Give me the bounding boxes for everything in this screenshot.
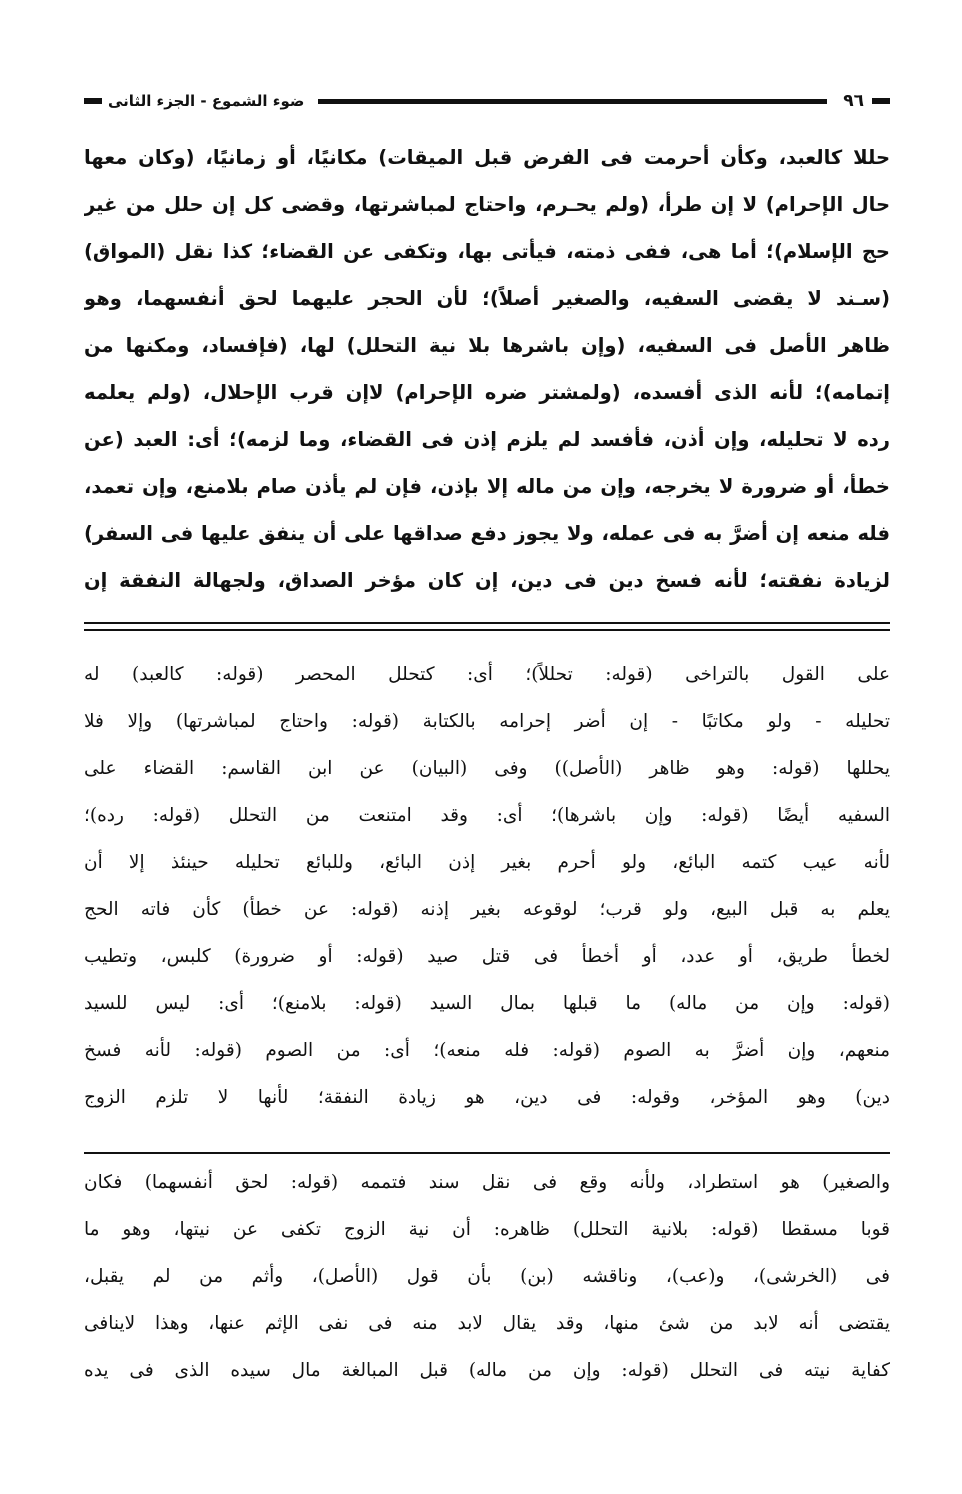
commentary-line: دين) وهو المؤخر، وقوله: فى دين، هو زيادة النفقة؛ لأنها لا تلزم الزوج [84,1087,890,1108]
commentary-line: لأنه عيب كتمه البائع، ولو أحرم بغير إذن البائع، وللبائع تحليله حينئذ إلا أن [84,852,890,873]
main-line: (سـند لا يقضى السفيه، والصغير أصلاً)؛ لأن الحجر عليهما لحق أنفسهما، وهو [84,287,890,310]
footnote-line: قوبا مسقطا (قوله: بلانية التحلل) ظاهره: أن نية الزوج تكفى عن نيتها، وهو ما [84,1219,890,1240]
commentary-line: السفيه أيضًا (قوله: وإن باشرها)؛ أى: وقد امتنعت من التحلل (قوله: رده)؛ [84,805,890,826]
header-rule [318,99,827,104]
commentary-line: لخطأ طريق، أو عدد، أو أخطأ فى قتل صيد (قوله: أو ضرورة) كلبس، وتطيب [84,946,890,967]
header-ornament-left [84,98,102,104]
footnote-line: فى (الخرشى)، و(عب)، وناقشه (بن) بأن قول (الأصل)، وأثم من لم يقبل، [84,1266,890,1287]
commentary-line: يعلم به قبل البيع، ولو قرب؛ لوقوعه بغير إذنه (قوله: عن خطأ) كأن فاته الحج [84,899,890,920]
main-line: فله منعه إن أضرَّ به فى عمله، ولا يجوز دفع صداقها على أن ينفق عليها فى السفر) [84,522,890,545]
main-line: حال الإحرام) لا إن طرأ، (ولم يحـرم، واحتاج لمباشرتها، وقضى كل إن حلل من غير [84,193,890,216]
main-line: ظاهر الأصل فى السفيه، (وإن باشرها بلا نية التحلل) لها، (فإفساد، ومكنها من [84,334,890,357]
commentary-line: تحليله - ولو مكاتبًا - إن أضر إحرامه بالكتابة (قوله: واحتاج لمباشرتها) وإلا فلا [84,711,890,732]
main-line: إتمامه)؛ لأنه الذى أفسده، (ولمشتر ضره الإحرام) لاإن قرب الإحلال، (ولم يعلمه [84,381,890,404]
footnote-line: كفاية نيته فى التحلل (قوله: وإن من ماله) قبل المبالغة مال سيده الذى فى يده [84,1360,890,1381]
running-title: ضوء الشموع - الجزء الثانى [108,92,305,110]
commentary-line: (قوله: وإن من ماله) ما قبلها بمال السيد (قوله: بلامنع)؛ أى: ليس للسيد [84,993,890,1014]
main-line: رده لا تحليله، وإن أذن، فأفسد لم يلزم إذن فى القضاء، وما لزمه)؛ أى: العبد (عن [84,428,890,451]
commentary-line: يحللها (قوله: وهو ظاهر (الأصل)) وفى (البيان) عن ابن القاسم: القضاء على [84,758,890,779]
footnote-line: يقتضى أنه لابد من شئ منها، وقد يقال لابد منه فى نفى الإثم عنها، وهذا لاينافى [84,1313,890,1334]
footnote-divider [84,1152,890,1154]
main-line: حج الإسلام)؛ أما هى، ففى ذمته، فيأتى بها، وتكفى عن القضاء؛ كذا نقل (المواق) [84,240,890,263]
header-ornament-right [872,98,890,104]
main-line: حللا كالعبد، وكأن أحرمت فى الفرض قبل الميقات) مكانيًا، أو زمانيًا، (وكان معها [84,146,890,169]
main-line: لزيادة نفقته؛ لأنه فسخ دين فى دين، إن كان مؤخر الصداق، ولجهالة النفقة إن [84,569,890,592]
page-header [84,86,890,116]
page-number: ٩٦ [843,91,864,111]
main-line: خطأ، أو ضرورة لا يخرجه، وإن من ماله إلا بإذن، فإن لم يأذن صام بلامنع، وإن تعمد، [84,475,890,498]
commentary-line: منعهم، وإن أضرَّ به الصوم (قوله: فله منعه)؛ أى: من الصوم (قوله: لأنه فسخ [84,1040,890,1061]
section-divider-bottom [84,629,890,631]
commentary-line: على القول بالتراخى (قوله: تحللاً)؛ أى: كتحلل المحصر (قوله: كالعبد) له [84,664,890,685]
section-divider-top [84,622,890,624]
footnote-line: والصغير) هو استطراد، ولأنه وقع فى نقل سند فتممه (قوله: لحق أنفسهما) فكان [84,1172,890,1193]
